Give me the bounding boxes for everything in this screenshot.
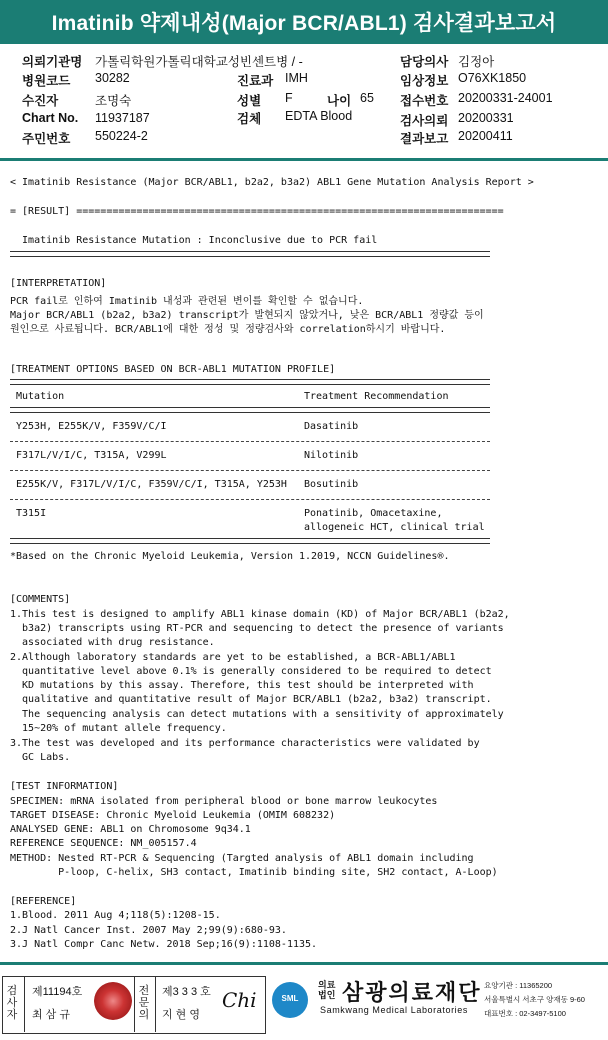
specialist-name: 지 현 영	[162, 1009, 200, 1021]
comment-line: KD mutations by this assay. Therefore, this test should be interpreted with	[10, 680, 474, 691]
recipient-value: 조명숙	[95, 94, 132, 108]
interpretation-line: Major BCR/ABL1 (b2a2, b3a2) transcript가 발현되지 않았거나, 낮은 BCR/ABL1 정량값 등이	[10, 310, 484, 321]
interpretation-header: [INTERPRETATION]	[10, 278, 107, 289]
dept-value: IMH	[285, 71, 308, 85]
test-info-line: REFERENCE SEQUENCE: NM_005157.4	[10, 838, 197, 849]
doctor-label: 담당의사	[400, 55, 449, 69]
row-treatment: Ponatinib, Omacetaxine,	[304, 508, 443, 519]
org-name: 삼광의료재단	[342, 980, 482, 1005]
institution-value: 가톨릭학원가톨릭대학교성빈센트병 / -	[95, 55, 303, 69]
row-treatment: Nilotinib	[304, 450, 359, 461]
institution-label: 의뢰기관명	[22, 55, 83, 69]
guideline-note: *Based on the Chronic Myeloid Leukemia, Version 1.2019, NCCN Guidelines®.	[10, 551, 450, 562]
specimen-label: 검체	[237, 112, 262, 126]
chart-value: 11937187	[95, 111, 150, 125]
separator	[10, 407, 490, 413]
age-value: 65	[360, 91, 374, 105]
test-info-line: TARGET DISEASE: Chronic Myeloid Leukemia (OMIM 608232)	[10, 810, 336, 821]
age-label: 나이	[327, 94, 352, 108]
row-divider	[10, 499, 490, 500]
footer	[0, 968, 608, 1040]
row-treatment: Dasatinib	[304, 421, 359, 432]
test-info-line: METHOD: Nested RT-PCR & Sequencing (Targted analysis of ABL1 domain including	[10, 853, 474, 864]
row-mutation: Y253H, E255K/V, F359V/C/I	[16, 421, 167, 432]
request-label: 검사의뢰	[400, 114, 449, 128]
seal-stamp	[94, 982, 132, 1020]
specimen-value: EDTA Blood	[285, 109, 353, 123]
contact-code: 요양기관 : 11365200	[484, 981, 553, 990]
comment-line: 1.This test is designed to amplify ABL1 kinase domain (KD) of Major BCR/ABL1 (b2a2,	[10, 609, 510, 620]
result-line: Imatinib Resistance Mutation : Inconclusive due to PCR fail	[10, 235, 378, 246]
sml-logo-text: SML	[281, 994, 299, 1003]
recipient-label: 수진자	[22, 94, 59, 108]
row-divider	[10, 441, 490, 442]
separator	[10, 538, 490, 544]
col-treatment: Treatment Recommendation	[304, 391, 449, 402]
report-heading: < Imatinib Resistance (Major BCR/ABL1, b2a2, b3a2) ABL1 Gene Mutation Analysis Report >	[10, 177, 534, 188]
separator	[10, 379, 490, 385]
chart-label: Chart No.	[22, 111, 79, 125]
org-english-name: Samkwang Medical Laboratories	[320, 1005, 468, 1015]
treatment-header: [TREATMENT OPTIONS BASED ON BCR-ABL1 MUTATION PROFILE]	[10, 364, 336, 375]
report-date-label: 결과보고	[400, 132, 449, 146]
clinical-value: O76XK1850	[458, 71, 527, 85]
row-mutation: E255K/V, F317L/V/I/C, F359V/C/I, T315A, Y253H	[16, 479, 287, 490]
receipt-label: 접수번호	[400, 94, 449, 108]
org-type: 의료 법인	[318, 980, 336, 1000]
reference-line: 1.Blood. 2011 Aug 4;118(5):1208-15.	[10, 910, 221, 921]
comment-line: quantitative level above 0.1% is generally considered to be required to detect	[10, 666, 492, 677]
examiner-license: 제11194호	[32, 986, 83, 998]
reference-line: 2.J Natl Cancer Inst. 2007 May 2;99(9):680-93.	[10, 925, 287, 936]
hospital-code-label: 병원코드	[22, 74, 71, 88]
patient-info	[0, 48, 608, 156]
resident-label: 주민번호	[22, 132, 71, 146]
report-title: Imatinib 약제내성(Major BCR/ABL1) 검사결과보고서	[0, 0, 608, 44]
request-value: 20200331	[458, 111, 514, 125]
reference-header: [REFERENCE]	[10, 896, 77, 907]
reference-line: 3.J Natl Compr Canc Netw. 2018 Sep;16(9):1108-1135.	[10, 939, 318, 950]
row-mutation: F317L/V/I/C, T315A, V299L	[16, 450, 167, 461]
comment-line: GC Labs.	[10, 752, 71, 763]
comments-header: [COMMENTS]	[10, 594, 71, 605]
col-mutation: Mutation	[16, 391, 65, 402]
sex-label: 성별	[237, 94, 262, 108]
signature: Chi	[222, 988, 257, 1012]
comment-line: 15~20% of mutant allele frequency.	[10, 723, 227, 734]
sex-value: F	[285, 91, 293, 105]
specialist-license: 제3 3 3 호	[162, 986, 211, 998]
doctor-value: 김정아	[458, 55, 495, 69]
comment-line: The sequencing analysis can detect mutations with a sensitivity of approximately	[10, 709, 504, 720]
interpretation-line: PCR fail로 인하여 Imatinib 내성과 관련된 변이를 확인할 수 없습니다.	[10, 296, 364, 307]
row-treatment-cont: allogeneic HCT, clinical trial	[304, 522, 485, 533]
contact-phone: 대표번호 : 02-3497-5100	[484, 1009, 566, 1018]
test-info-header: [TEST INFORMATION]	[10, 781, 119, 792]
clinical-label: 임상정보	[400, 74, 449, 88]
row-mutation: T315I	[16, 508, 47, 519]
comment-line: 3.The test was developed and its performance characteristics were validated by	[10, 738, 480, 749]
examiner-name: 최 삼 규	[32, 1009, 70, 1021]
test-info-line: P-loop, C-helix, SH3 contact, Imatinib binding site, SH2 contact, A-Loop)	[10, 867, 498, 878]
examiner-vertical-label: 검사자	[6, 985, 18, 1021]
contact-address: 서울특별시 서초구 양재동 9-60	[484, 995, 585, 1004]
dept-label: 진료과	[237, 74, 274, 88]
separator	[10, 251, 490, 257]
hospital-code-value: 30282	[95, 71, 130, 85]
header-divider	[0, 158, 608, 161]
resident-value: 550224-2	[95, 129, 148, 143]
test-info-line: SPECIMEN: mRNA isolated from peripheral blood or bone marrow leukocytes	[10, 796, 438, 807]
row-divider	[10, 470, 490, 471]
row-treatment: Bosutinib	[304, 479, 359, 490]
comment-line: b3a2) transcripts using RT-PCR and sequencing to detect the presence of variants	[10, 623, 504, 634]
result-header: = [RESULT] =======================================================================	[10, 206, 504, 217]
test-info-line: ANALYSED GENE: ABL1 on Chromosome 9q34.1	[10, 824, 251, 835]
report-date-value: 20200411	[458, 129, 513, 143]
comment-line: qualitative and quantitative result of Major BCR/ABL1 (b2a2, b3a2) transcript.	[10, 694, 492, 705]
interpretation-line: 원인으로 사료됩니다. BCR/ABL1에 대한 정성 및 정량검사와 correlation하시기 바랍니다.	[10, 324, 446, 335]
specialist-vertical-label: 전문의	[138, 985, 150, 1021]
footer-divider	[0, 962, 608, 965]
receipt-value: 20200331-24001	[458, 91, 553, 105]
comment-line: 2.Although laboratory standards are yet to be established, a BCR-ABL1/ABL1	[10, 652, 456, 663]
comment-line: associated with drug resistance.	[10, 637, 215, 648]
